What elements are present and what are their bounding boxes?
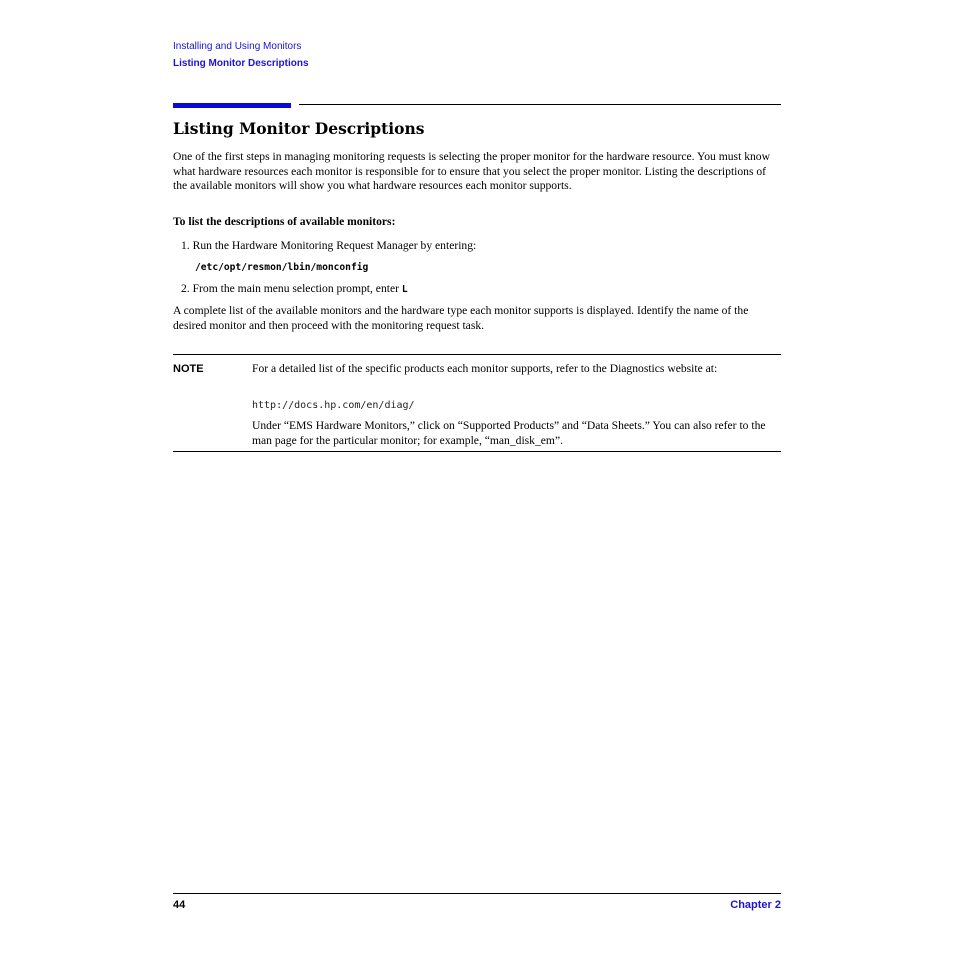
breadcrumb — [173, 38, 309, 72]
diagnostics-url-link[interactable]: http://docs.hp.com/en/diag/ — [252, 400, 415, 411]
step-2-text: 2. From the main menu selection prompt, enter — [181, 282, 402, 295]
monconfig-command: /etc/opt/resmon/lbin/monconfig — [195, 262, 369, 273]
chapter-link[interactable]: Chapter 2 — [730, 899, 781, 911]
note-label: NOTE — [173, 363, 204, 375]
note-top-rule — [173, 354, 781, 355]
footer-rule — [173, 893, 781, 894]
procedure-heading: To list the descriptions of available monitors: — [173, 215, 396, 228]
note-text-1: For a detailed list of the specific products each monitor supports, refer to the Diagnostics website at: — [252, 362, 718, 375]
page-number: 44 — [173, 899, 186, 911]
section-accent-bar — [173, 103, 291, 108]
breadcrumb-section[interactable]: Listing Monitor Descriptions — [173, 58, 309, 69]
intro-paragraph: One of the first steps in managing monitoring requests is selecting the proper monitor for the hardware resource. You must know what hardware resources each monitor is responsible for to ensure that you select the proper monitor. Listing the descriptions of the available monitors will show you what hardware resources each monitor supports. — [173, 150, 770, 192]
step-1: 1. Run the Hardware Monitoring Request Manager by entering: — [181, 239, 477, 252]
result-paragraph: A complete list of the available monitors and the hardware type each monitor supports is displayed. Identify the name of the desired monitor and then proceed with the monitoring request task. — [173, 304, 749, 332]
note-bottom-rule — [173, 451, 781, 452]
section-title: Listing Monitor Descriptions — [173, 119, 425, 138]
breadcrumb-chapter[interactable]: Installing and Using Monitors — [173, 41, 302, 52]
section-divider — [299, 104, 781, 105]
step-2-key: L — [401, 284, 408, 295]
step-2 — [181, 282, 408, 298]
note-text-2: Under “EMS Hardware Monitors,” click on “Supported Products” and “Data Sheets.” You can also refer to the man page for the particular monitor; for example, “man_disk_em”. — [252, 419, 766, 447]
